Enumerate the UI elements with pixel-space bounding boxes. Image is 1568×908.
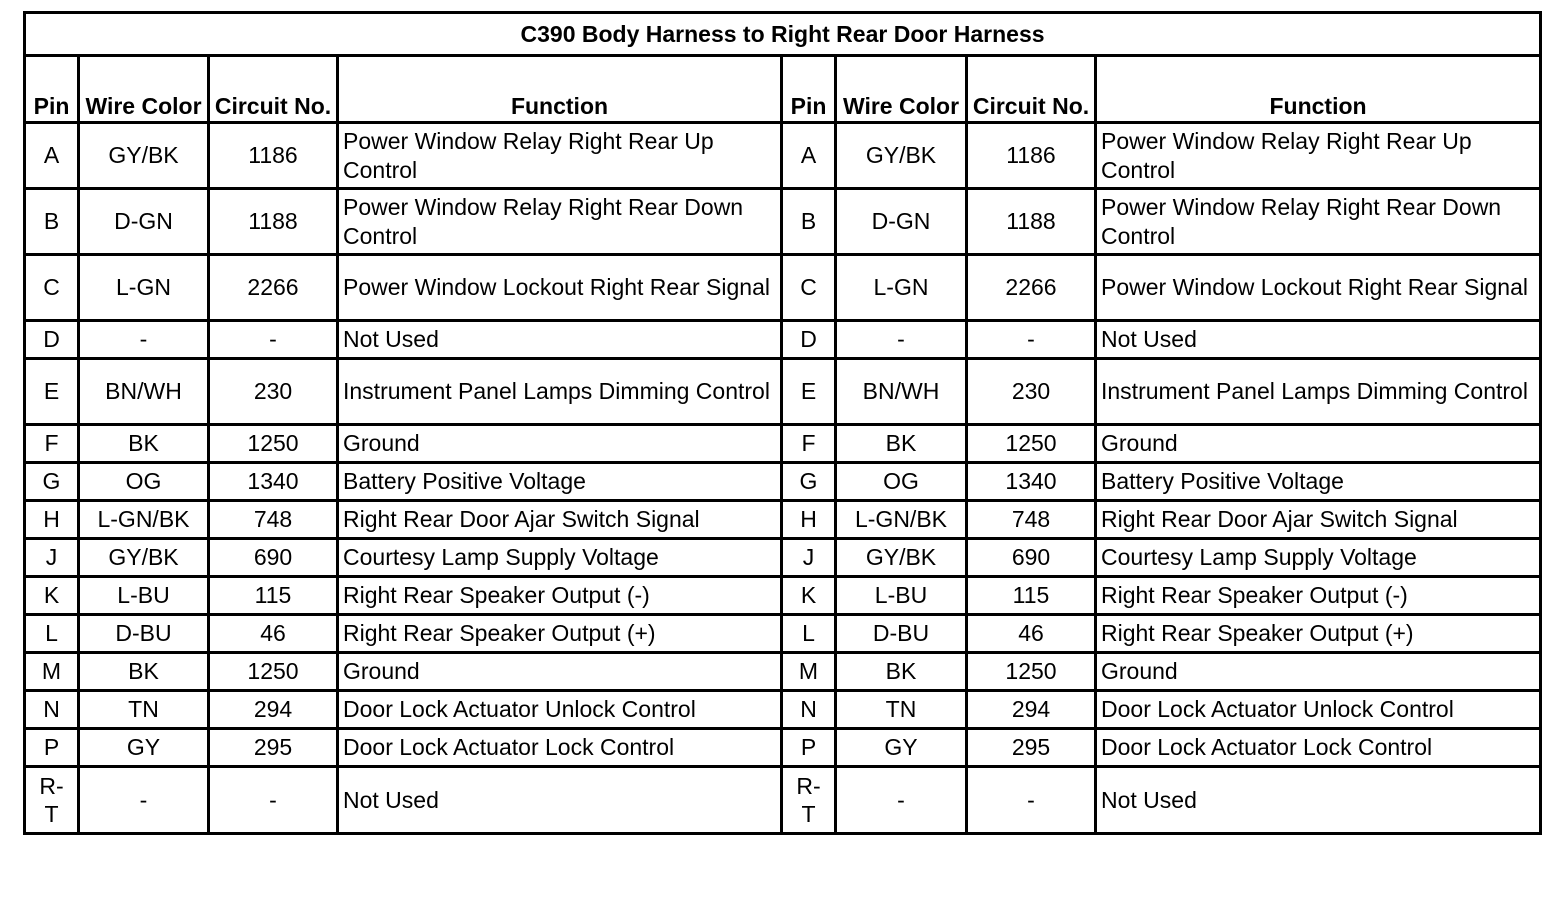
circuit-cell-left: 295 (209, 729, 338, 767)
wire-color-cell-left: D-BU (79, 615, 209, 653)
pin-cell-left (25, 767, 79, 834)
table-row (25, 539, 1541, 577)
pin-label: A (43, 142, 60, 168)
pin-cell-right (782, 501, 836, 539)
circuit-cell-left: 230 (209, 359, 338, 425)
function-cell-left: Right Rear Speaker Output (-) (338, 577, 782, 615)
pin-label: K (43, 582, 60, 608)
function-cell-right: Power Window Relay Right Rear Up Control (1096, 123, 1541, 189)
pin-cell-right (782, 539, 836, 577)
pin-cell-right (782, 463, 836, 501)
wire-color-cell-right: OG (836, 463, 967, 501)
pin-label: P (800, 734, 817, 760)
pin-cell-right (782, 729, 836, 767)
function-cell-right: Power Window Relay Right Rear Down Control (1096, 189, 1541, 255)
pin-cell-left (25, 577, 79, 615)
circuit-cell-right: 46 (967, 615, 1096, 653)
circuit-cell-right: 294 (967, 691, 1096, 729)
wire-color-cell-right: GY/BK (836, 539, 967, 577)
table-row (25, 321, 1541, 359)
table-row (25, 123, 1541, 189)
pin-cell-left (25, 691, 79, 729)
pin-cell-left (25, 425, 79, 463)
wire-color-cell-left: L-GN (79, 255, 209, 321)
wire-color-cell-right: TN (836, 691, 967, 729)
function-cell-right: Power Window Lockout Right Rear Signal (1096, 255, 1541, 321)
table-row (25, 767, 1541, 834)
table-row (25, 691, 1541, 729)
pin-label: C (800, 274, 817, 300)
pin-cell-right (782, 767, 836, 834)
pin-label: R-T (39, 772, 64, 827)
function-cell-right: Door Lock Actuator Unlock Control (1096, 691, 1541, 729)
table-row (25, 501, 1541, 539)
pin-label: J (802, 544, 815, 570)
pin-cell-right (782, 189, 836, 255)
wire-color-cell-left: - (79, 321, 209, 359)
pin-cell-right (782, 577, 836, 615)
header-function-right: Function (1096, 56, 1541, 123)
function-cell-right: Not Used (1096, 321, 1541, 359)
pin-label: A (800, 142, 817, 168)
wire-color-cell-left: L-BU (79, 577, 209, 615)
circuit-cell-right: 1250 (967, 425, 1096, 463)
wire-color-cell-right: BK (836, 653, 967, 691)
pin-label: N (800, 696, 817, 722)
circuit-cell-left: - (209, 321, 338, 359)
pin-label: D (43, 326, 60, 352)
function-cell-right: Door Lock Actuator Lock Control (1096, 729, 1541, 767)
function-cell-left: Not Used (338, 321, 782, 359)
pin-label: F (801, 430, 816, 456)
wire-color-cell-left: BK (79, 425, 209, 463)
function-cell-right: Right Rear Speaker Output (-) (1096, 577, 1541, 615)
circuit-cell-right: 2266 (967, 255, 1096, 321)
pin-label: G (42, 468, 61, 494)
pin-label: E (43, 378, 60, 404)
function-cell-right: Courtesy Lamp Supply Voltage (1096, 539, 1541, 577)
wire-color-cell-left: GY (79, 729, 209, 767)
pin-label: P (43, 734, 60, 760)
pin-cell-left (25, 653, 79, 691)
wire-color-cell-right: L-GN (836, 255, 967, 321)
circuit-cell-left: 294 (209, 691, 338, 729)
pin-label: H (43, 506, 60, 532)
table-row (25, 729, 1541, 767)
wire-color-cell-left: BN/WH (79, 359, 209, 425)
circuit-cell-right: 690 (967, 539, 1096, 577)
pin-cell-right (782, 691, 836, 729)
wire-color-cell-left: OG (79, 463, 209, 501)
function-cell-left: Power Window Lockout Right Rear Signal (338, 255, 782, 321)
table-row (25, 577, 1541, 615)
pin-label: B (43, 208, 60, 234)
function-cell-left: Power Window Relay Right Rear Down Control (338, 189, 782, 255)
pin-cell-right (782, 321, 836, 359)
pin-label: L (802, 620, 815, 646)
header-row (25, 56, 1541, 123)
pin-label: D (800, 326, 817, 352)
function-cell-left: Right Rear Speaker Output (+) (338, 615, 782, 653)
circuit-cell-left: 690 (209, 539, 338, 577)
wire-color-cell-right: BN/WH (836, 359, 967, 425)
function-cell-right: Right Rear Speaker Output (+) (1096, 615, 1541, 653)
circuit-cell-right: 1186 (967, 123, 1096, 189)
pin-cell-right (782, 123, 836, 189)
wire-color-cell-right: - (836, 321, 967, 359)
pin-cell-left (25, 321, 79, 359)
function-cell-right: Ground (1096, 425, 1541, 463)
wire-color-cell-right: L-BU (836, 577, 967, 615)
header-wire-color-left: Wire Color (79, 56, 209, 123)
function-cell-left: Instrument Panel Lamps Dimming Control (338, 359, 782, 425)
pin-label: B (800, 208, 817, 234)
wire-color-cell-right: D-GN (836, 189, 967, 255)
table-row (25, 653, 1541, 691)
wire-color-cell-left: BK (79, 653, 209, 691)
wire-color-cell-left: D-GN (79, 189, 209, 255)
wire-color-cell-left: L-GN/BK (79, 501, 209, 539)
header-function-left: Function (338, 56, 782, 123)
function-cell-left: Ground (338, 653, 782, 691)
pin-cell-left (25, 615, 79, 653)
function-cell-left: Door Lock Actuator Lock Control (338, 729, 782, 767)
pin-cell-left (25, 123, 79, 189)
table-title: C390 Body Harness to Right Rear Door Harness (25, 13, 1541, 56)
wire-color-cell-right: - (836, 767, 967, 834)
circuit-cell-right: - (967, 321, 1096, 359)
pin-label: M (798, 658, 819, 684)
harness-connector-table (23, 11, 1542, 835)
circuit-cell-left: 1186 (209, 123, 338, 189)
pin-cell-left (25, 189, 79, 255)
pin-cell-right (782, 255, 836, 321)
circuit-cell-left: 46 (209, 615, 338, 653)
wire-color-cell-left: GY/BK (79, 123, 209, 189)
table-row (25, 255, 1541, 321)
circuit-cell-right: 230 (967, 359, 1096, 425)
header-wire-color-right: Wire Color (836, 56, 967, 123)
circuit-cell-left: 1250 (209, 653, 338, 691)
function-cell-right: Ground (1096, 653, 1541, 691)
pin-cell-right (782, 615, 836, 653)
circuit-cell-left: 1340 (209, 463, 338, 501)
circuit-cell-right: 1188 (967, 189, 1096, 255)
function-cell-right: Right Rear Door Ajar Switch Signal (1096, 501, 1541, 539)
pin-cell-left (25, 539, 79, 577)
pin-label: M (41, 658, 62, 684)
pin-label: J (45, 544, 58, 570)
table-row (25, 615, 1541, 653)
header-pin-left: Pin (25, 56, 79, 123)
function-cell-left: Not Used (338, 767, 782, 834)
circuit-cell-right: 1250 (967, 653, 1096, 691)
pin-cell-right (782, 653, 836, 691)
wire-color-cell-right: GY/BK (836, 123, 967, 189)
wire-color-cell-left: TN (79, 691, 209, 729)
wire-color-cell-right: BK (836, 425, 967, 463)
pin-label: K (800, 582, 817, 608)
table-row (25, 359, 1541, 425)
pin-label: G (799, 468, 818, 494)
circuit-cell-left: 115 (209, 577, 338, 615)
wire-color-cell-left: - (79, 767, 209, 834)
wire-color-cell-right: L-GN/BK (836, 501, 967, 539)
function-cell-left: Courtesy Lamp Supply Voltage (338, 539, 782, 577)
wire-color-cell-right: D-BU (836, 615, 967, 653)
function-cell-left: Power Window Relay Right Rear Up Control (338, 123, 782, 189)
wire-color-cell-right: GY (836, 729, 967, 767)
circuit-cell-left: 1188 (209, 189, 338, 255)
circuit-cell-left: 748 (209, 501, 338, 539)
function-cell-left: Battery Positive Voltage (338, 463, 782, 501)
pin-cell-left (25, 255, 79, 321)
pin-label: R-T (796, 772, 821, 827)
circuit-cell-left: - (209, 767, 338, 834)
circuit-cell-right: 748 (967, 501, 1096, 539)
pin-label: F (44, 430, 59, 456)
pin-cell-right (782, 359, 836, 425)
header-circuit-no-right: Circuit No. (967, 56, 1096, 123)
pin-cell-left (25, 501, 79, 539)
circuit-cell-left: 1250 (209, 425, 338, 463)
function-cell-right: Instrument Panel Lamps Dimming Control (1096, 359, 1541, 425)
wire-color-cell-left: GY/BK (79, 539, 209, 577)
header-pin-right: Pin (782, 56, 836, 123)
pin-label: N (43, 696, 60, 722)
table-row (25, 189, 1541, 255)
function-cell-left: Door Lock Actuator Unlock Control (338, 691, 782, 729)
circuit-cell-left: 2266 (209, 255, 338, 321)
function-cell-right: Not Used (1096, 767, 1541, 834)
pin-label: L (45, 620, 58, 646)
header-circuit-no-left: Circuit No. (209, 56, 338, 123)
pin-cell-left (25, 729, 79, 767)
function-cell-right: Battery Positive Voltage (1096, 463, 1541, 501)
pin-cell-right (782, 425, 836, 463)
function-cell-left: Right Rear Door Ajar Switch Signal (338, 501, 782, 539)
pin-label: H (800, 506, 817, 532)
function-cell-left: Ground (338, 425, 782, 463)
circuit-cell-right: 1340 (967, 463, 1096, 501)
table-row (25, 463, 1541, 501)
pin-label: E (800, 378, 817, 404)
circuit-cell-right: - (967, 767, 1096, 834)
table-body (25, 123, 1541, 834)
pin-cell-left (25, 463, 79, 501)
circuit-cell-right: 295 (967, 729, 1096, 767)
table-row (25, 425, 1541, 463)
pin-label: C (43, 274, 60, 300)
circuit-cell-right: 115 (967, 577, 1096, 615)
pin-cell-left (25, 359, 79, 425)
